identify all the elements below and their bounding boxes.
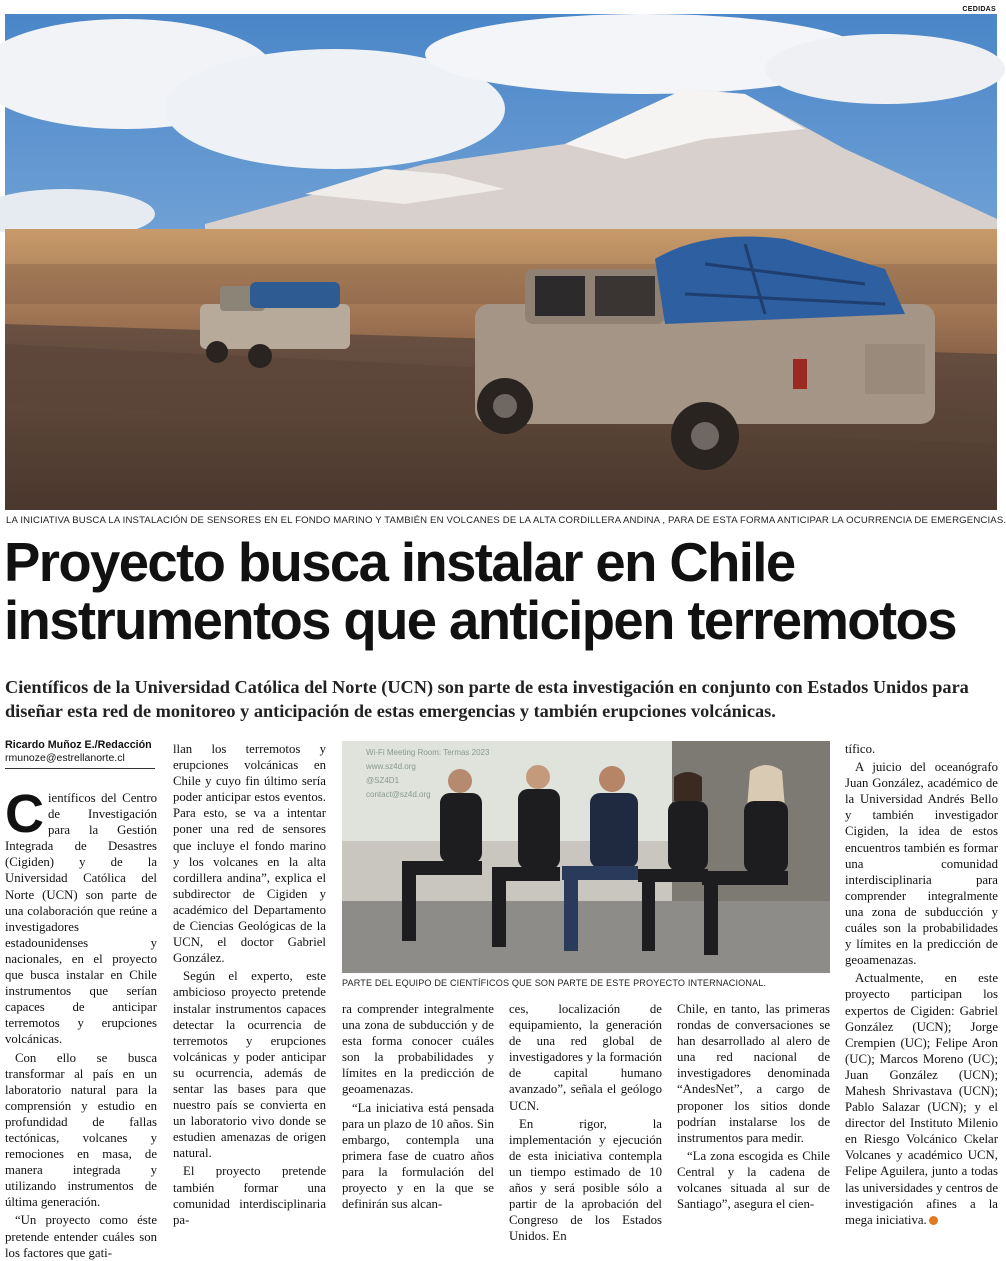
byline-rule (5, 768, 155, 769)
col5-paragraph-1: Chile, en tanto, las primeras rondas de conversaciones se han desarrollado al alero de una red nacional de investigadores denominada “AndesNet”, a cargo de proponer los sitios donde podrían instalarse los de instrumentos para medir. (677, 1002, 830, 1145)
screen-text-1: Wi-Fi Meeting Room: Termas 2023 (366, 748, 490, 757)
byline-email: rmunoze@estrellanorte.cl (5, 752, 125, 764)
screen-text-2: www.sz4d.org (366, 762, 416, 771)
col3-paragraph-1: ra comprender integralmente una zona de subducción y de esta forma conocer cuáles son la probabilidades y límites en la predicción de geoamenazas. (342, 1002, 494, 1097)
panel-scientists-photo (342, 741, 830, 973)
col3-paragraph-2: “La iniciativa está pensada para un plazo de 10 años. Sin embargo, contempla una primera fase de cuatro años para la formulación del proyecto y en la que se definirán sus alcan- (342, 1100, 494, 1212)
col1-p1-text: ientíficos del Centro de Investigación para la Gestión Integrada de Desastres (Cigiden) y de la Universidad Católica del Norte (UCN) son parte de una colaboración que reúne a investigadores estadounidenses y nacionales, en el proyecto que busca instalar en Chile instrumentos que serían capaces de anticipar terremotos y erupciones volcánicas. (5, 791, 157, 1047)
col1-paragraph-2: Con ello se busca transformar al país en un laboratorio natural para la comprensión y estudio en profundidad de fallas tectónicas, volcanes y remociones en masa, de manera integrada y utilizando instrumentos de última generación. (5, 1050, 157, 1210)
column-2 (173, 741, 326, 1227)
col1-paragraph-1 (5, 784, 157, 1048)
col4-paragraph-2: En rigor, la implementación y ejecución de esta iniciativa contempla un tiempo estimado de 10 años y será posible sólo a partir de la aprobación del Congreso de los Estados Unidos. En (509, 1116, 662, 1244)
screen-text-4: contact@sz4d.org (366, 790, 431, 799)
team-photo (342, 741, 830, 973)
headline (4, 533, 989, 649)
col6-paragraph-1: tífico. (845, 742, 876, 756)
col6-p3-text: Actualmente, en este proyecto participan los expertos de Cigiden: Gabriel González (UCN); Jorge Crempien (UC); Felipe Aron (UC); Marcos Moreno (UC); Juan González (UCN); Mahesh Shrivastava (UCN); Pablo Salazar (UCN); y el director del Instituto Milenio en Riesgo Volcánico Ckelar Volcanes y académico UCN, Felipe Aguilera, junto a todas las universidades y centros de investigación afines a la mega iniciativa. (845, 971, 998, 1227)
headline-line-1: Proyecto busca instalar en Chile (4, 531, 795, 593)
desert-volcano-trucks-photo (5, 14, 997, 510)
column-5 (677, 1001, 830, 1227)
screen-text-3: @SZ4D1 (366, 776, 400, 785)
col6-paragraph-3 (845, 970, 998, 1228)
end-of-article-icon (929, 1216, 938, 1225)
team-photo-caption: PARTE DEL EQUIPO DE CIENTÍFICOS QUE SON PARTE DE ESTE PROYECTO INTERNACIONAL. (342, 978, 767, 988)
col1-paragraph-3: “Un proyecto como éste pretende entender cuáles son los factores que gati- (5, 1213, 157, 1260)
byline (5, 739, 155, 769)
headline-line-2: instrumentos que anticipen terremotos (4, 589, 956, 651)
column-6 (845, 741, 998, 1227)
column-1 (5, 784, 157, 1260)
main-photo-caption: LA INICIATIVA BUSCA LA INSTALACIÓN DE SENSORES EN EL FONDO MARINO Y TAMBIÉN EN VOLCANES DE LA ALTA CORDILLERA ANDINA , PARA DE ESTA FORMA ANTICIPAR LA OCURRENCIA DE EMERGENCIAS. (6, 515, 1006, 526)
col2-paragraph-3: El proyecto pretende también formar una comunidad interdisciplinaria pa- (173, 1164, 326, 1227)
byline-author: Ricardo Muñoz E./Redacción (5, 739, 152, 751)
deck-subtitle: Científicos de la Universidad Católica del Norte (UCN) son parte de esta investigación en conjunto con Estados Unidos para diseñar esta red de monitoreo y anticipación de estas emergencias y también erupciones volcánicas. (5, 677, 969, 721)
col5-paragraph-2: “La zona escogida es Chile Central y la cadena de volcanes situada al sur de Santiago”, asegura el cien- (677, 1148, 830, 1212)
column-3 (342, 1001, 494, 1227)
dropcap: C (5, 784, 44, 844)
column-4 (509, 1001, 662, 1244)
col2-paragraph-2: Según el experto, este ambicioso proyecto pretende instalar instrumentos capaces detectar la ocurrencia de terremotos y erupciones volcánicas y poder anticipar su ocurrencia, además de sentar las bases para que nuestro país se convierta en un laboratorio vivo donde se estudien amenazas de origen natural. (173, 969, 326, 1161)
col4-paragraph-1: ces, localización de equipamiento, la generación de una red global de investigadores y la formación de capital humano avanzado”, señala el geólogo UCN. (509, 1002, 662, 1113)
col6-paragraph-2: A juicio del oceanógrafo Juan González, académico de la Universidad Andrés Bello y también investigador Cigiden, la idea de estos encuentros también es formar una comunidad interdisciplinaria para comprender integralmente una zona de subducción y cuáles son la probabilidades y límites en la predicción de geoamenazas. (845, 760, 998, 968)
col2-paragraph-1: llan los terremotos y erupciones volcánicas en Chile y cuyo fin último sería poder anticipar estos eventos. Para esto, se va a intentar poner una red de sensores que incluye el fondo marino y los volcanes en la alta cordillera andina”, explica el subdirector de Cigiden y académico del Departamento de Ciencias Geológicas de la UCN, el doctor Gabriel González. (173, 742, 326, 966)
main-photo (5, 14, 997, 510)
photo-credit: CEDIDAS (962, 6, 996, 13)
